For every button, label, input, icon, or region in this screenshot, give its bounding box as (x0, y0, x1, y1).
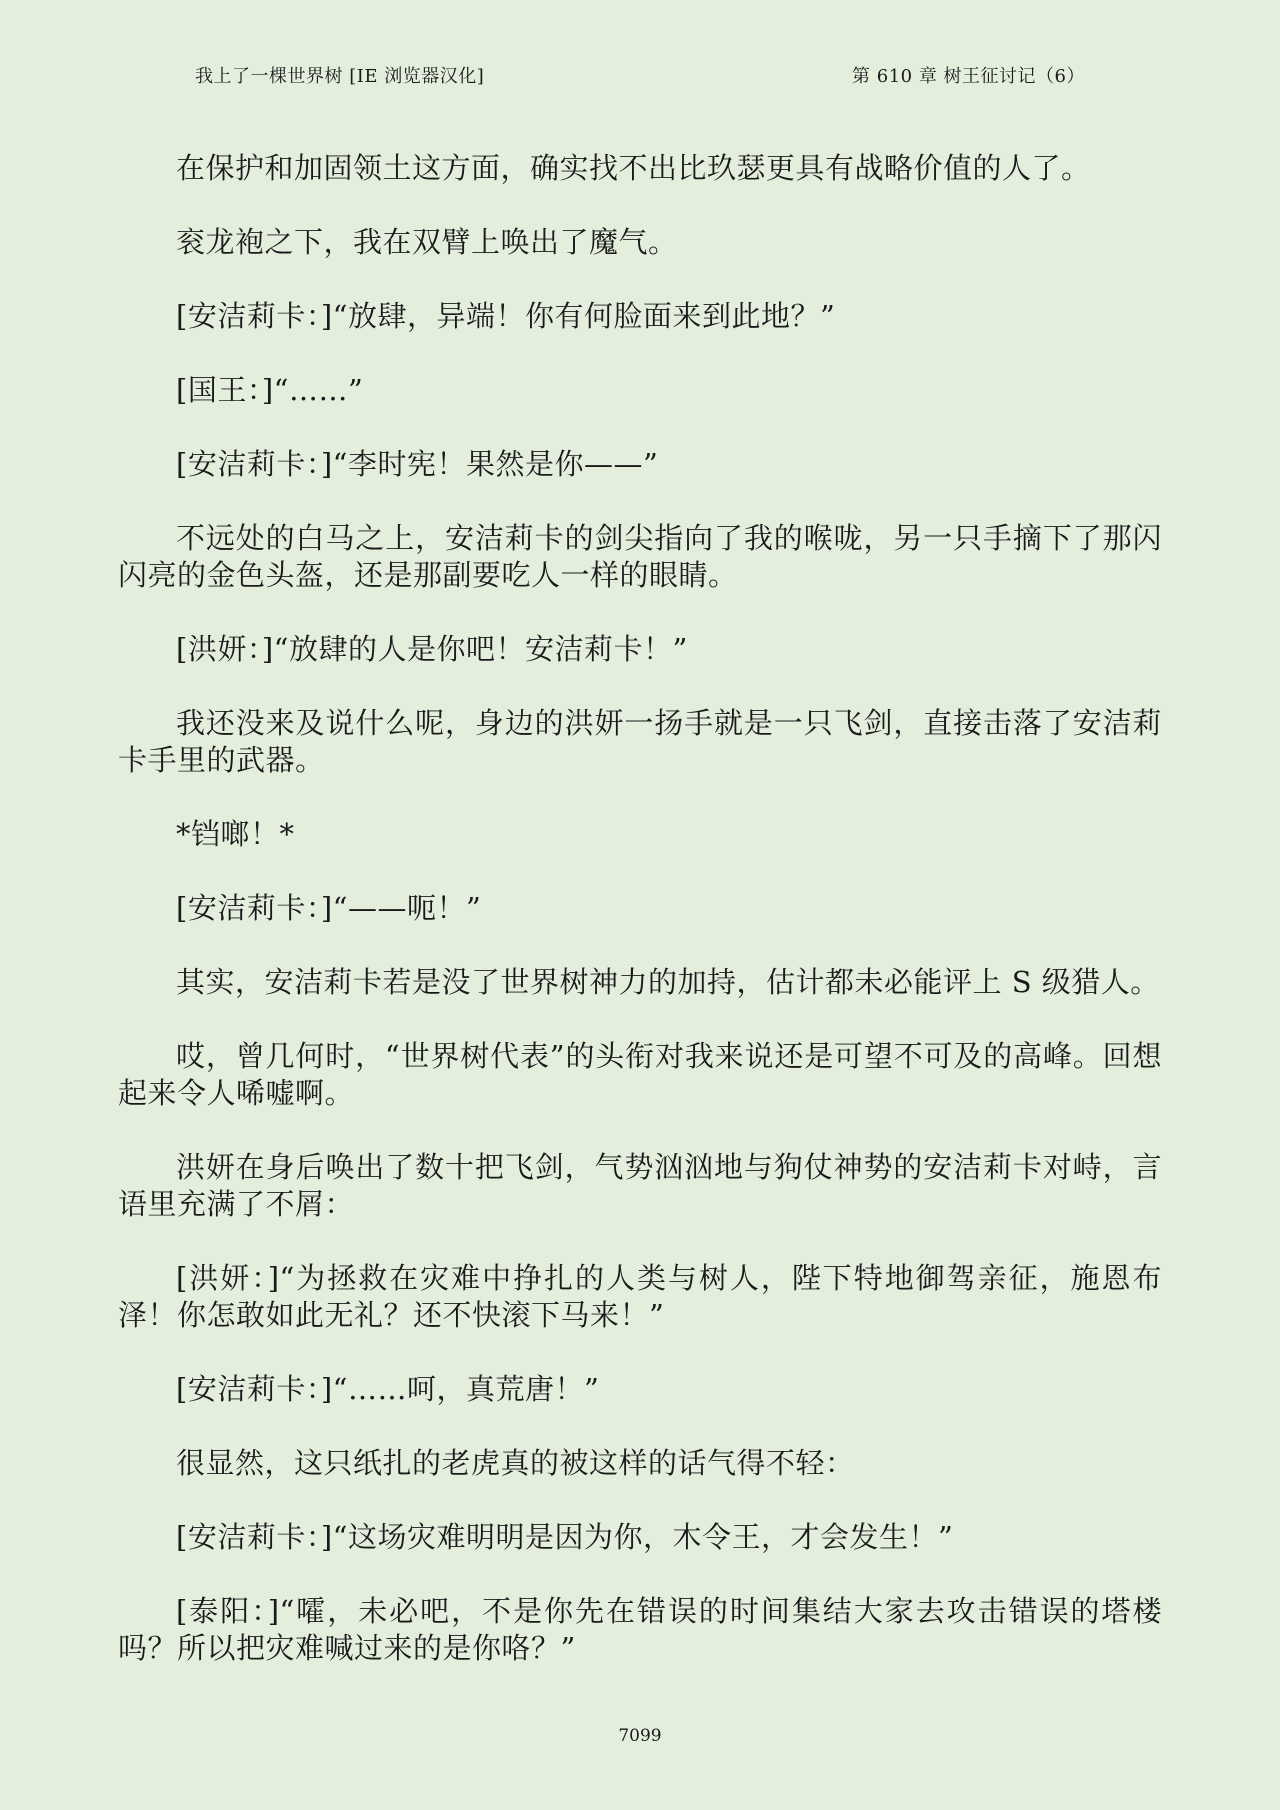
paragraph: [安洁莉卡：]“放肆，异端！你有何脸面来到此地？” (176, 299, 836, 333)
chapter-title: 第 610 章 树王征讨记（6） (852, 66, 1085, 87)
paragraph: 不远处的白马之上，安洁莉卡的剑尖指向了我的喉咙，另一只手摘下了那闪闪亮的金色头盔，还是那副要吃人一样的眼睛。 (118, 521, 1162, 592)
paragraph: [泰阳：]“嚯，未必吧，不是你先在错误的时间集结大家去攻击错误的塔楼吗？所以把灾难喊过来的是你咯？” (118, 1594, 1162, 1665)
paragraph: [安洁莉卡：]“——呃！” (176, 891, 482, 925)
running-header (195, 60, 1085, 90)
paragraph: *铛啷！* (176, 817, 295, 851)
paragraph: [安洁莉卡：]“李时宪！果然是你——” (176, 447, 659, 481)
paragraph: [安洁莉卡：]“……呵，真荒唐！” (176, 1372, 600, 1406)
page-number: 7099 (618, 1726, 662, 1746)
paragraph: [安洁莉卡：]“这场灾难明明是因为你，木令王，才会发生！” (176, 1520, 954, 1554)
paragraph: 很显然，这只纸扎的老虎真的被这样的话气得不轻： (176, 1446, 855, 1480)
book-title: 我上了一棵世界树 [IE 浏览器汉化] (195, 66, 485, 87)
body-text (118, 150, 1162, 1704)
paragraph: 洪妍在身后唤出了数十把飞剑，气势汹汹地与狗仗神势的安洁莉卡对峙，言语里充满了不屑： (118, 1150, 1162, 1221)
paragraph: 其实，安洁莉卡若是没了世界树神力的加持，估计都未必能评上 S 级猎人。 (176, 965, 1160, 999)
paragraph: 衮龙袍之下，我在双臂上唤出了魔气。 (176, 225, 678, 259)
paragraph: 我还没来及说什么呢，身边的洪妍一扬手就是一只飞剑，直接击落了安洁莉卡手里的武器。 (118, 706, 1162, 777)
paragraph: 哎，曾几何时，“世界树代表”的头衔对我来说还是可望不可及的高峰。回想起来令人唏嘘啊。 (118, 1039, 1162, 1110)
paragraph: [洪妍：]“放肆的人是你吧！安洁莉卡！” (176, 632, 688, 666)
paragraph: [洪妍：]“为拯救在灾难中挣扎的人类与树人，陛下特地御驾亲征，施恩布泽！你怎敢如此无礼？还不快滚下马来！” (118, 1261, 1162, 1332)
paragraph: [国王：]“……” (176, 373, 364, 407)
paragraph: 在保护和加固领土这方面，确实找不出比玖瑟更具有战略价值的人了。 (176, 151, 1091, 185)
